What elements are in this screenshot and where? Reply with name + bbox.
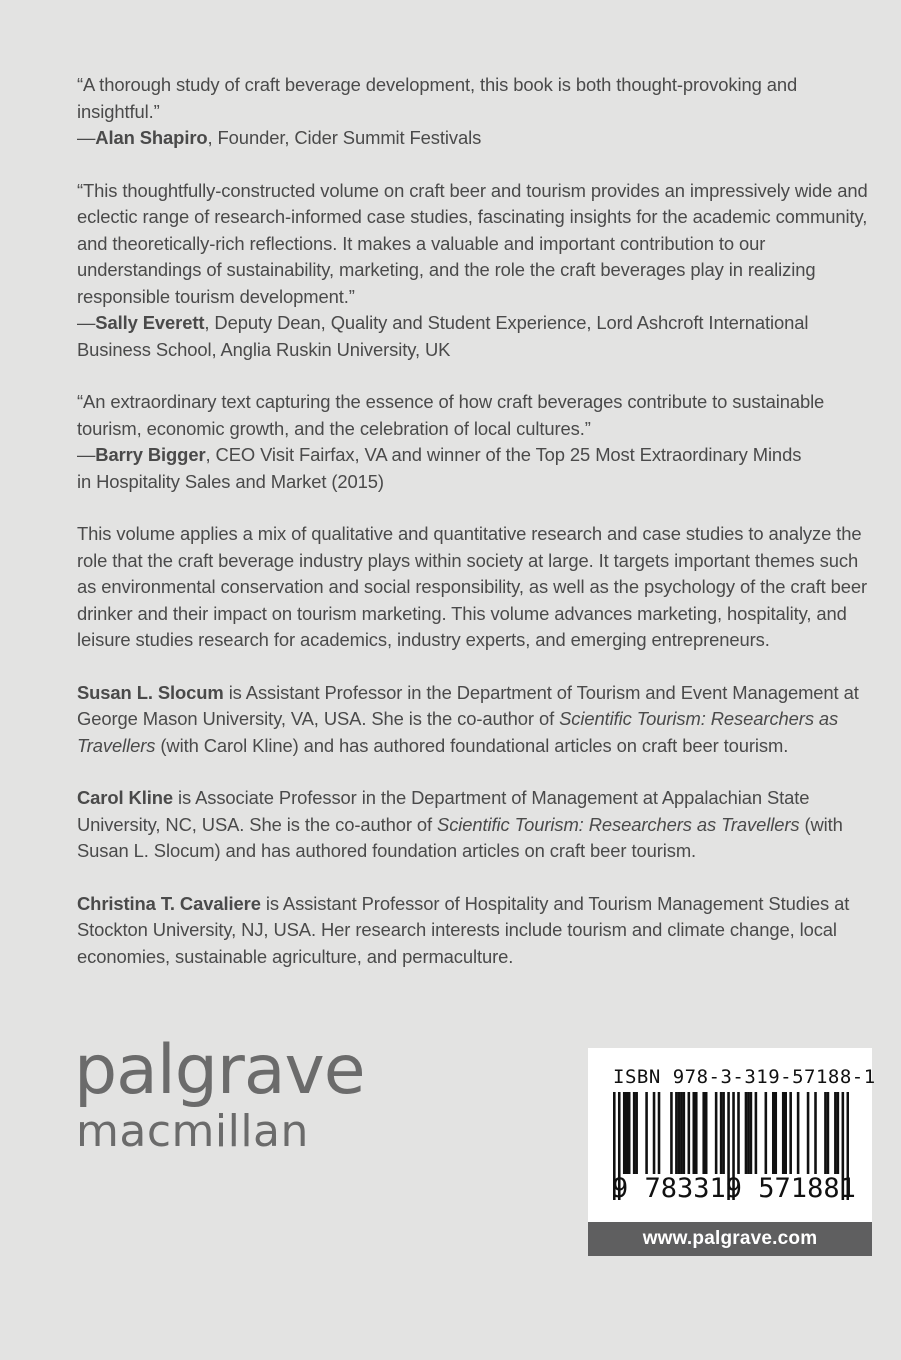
barcode-bar	[747, 1092, 750, 1174]
quote-block	[77, 178, 877, 364]
quote-block	[77, 72, 877, 152]
bio-book-title: Scientific Tourism: Researchers as Travellers	[437, 813, 800, 835]
quote-author: Sally Everett	[95, 312, 205, 333]
quote-author: Barry Bigger	[95, 444, 206, 465]
author-bio	[77, 785, 877, 865]
bio-part1: is Assistant Professor of Hospitality and Tourism Management Studies at Stockton University, NJ, USA. Her research interests include tourism and climate change, local economies, sustainable agriculture, and permaculture.	[77, 892, 850, 967]
bio-part2: (with Carol Kline) and has authored foundational articles on craft beer tourism.	[155, 734, 789, 756]
bio-name: Christina T. Cavaliere	[77, 892, 261, 914]
isbn-barcode	[588, 1048, 876, 1256]
barcode-bar	[658, 1092, 661, 1174]
bio-part2: (with Susan L. Slocum) and has authored foundation articles on craft beer tourism.	[77, 813, 843, 861]
barcode-bar	[814, 1092, 817, 1174]
quote-text: “An extraordinary text capturing the essence of how craft beverages contribute to sustainable tourism, economic growth, and the celebration of local cultures.”	[77, 391, 825, 439]
barcode-bar	[784, 1092, 787, 1174]
barcode-bar	[653, 1092, 656, 1174]
bio-part1: is Assistant Professor in the Department of Tourism and Event Management at George Mason University, VA, USA. She is the co-author of	[77, 681, 859, 729]
barcode-bar	[797, 1092, 800, 1174]
barcode-bar	[772, 1092, 775, 1174]
barcode-bar	[645, 1092, 648, 1174]
barcode-digits: 9 783319 571881	[612, 1173, 856, 1204]
barcode-bar	[688, 1092, 691, 1174]
barcode-bar	[745, 1092, 748, 1174]
barcode-bar	[628, 1092, 631, 1174]
barcode-bar	[678, 1092, 681, 1174]
publisher-logo-line2: macmillan	[76, 1106, 309, 1157]
barcode-bar	[824, 1092, 827, 1174]
barcode-bar	[702, 1092, 705, 1174]
barcode-bar	[807, 1092, 810, 1174]
barcode-bar	[675, 1092, 678, 1174]
quote-attribution: —Barry Bigger, CEO Visit Fairfax, VA and winner of the Top 25 Most Extraordinary Minds in Hospitality Sales and Market (2015)	[77, 444, 802, 492]
barcode-bar	[827, 1092, 830, 1174]
quote-text: “A thorough study of craft beverage development, this book is both thought-provoking and insightful.”	[77, 74, 798, 122]
quote-attribution: —Alan Shapiro, Founder, Cider Summit Festivals	[77, 127, 482, 148]
barcode-bar	[695, 1092, 698, 1174]
back-cover-text	[77, 72, 877, 996]
quote-block	[77, 389, 877, 495]
publisher-logo	[74, 1031, 365, 1158]
barcode-bar	[750, 1092, 753, 1174]
description-text: This volume applies a mix of qualitative and quantitative research and case studies to analyze the role that the craft beverage industry plays within society at large. It targets important themes such as environmental conservation and social responsibility, as well as the psychology of the craft beer drinker and their impact on tourism marketing. This volume advances marketing, hospitality, and leisure studies research for academics, industry experts, and emerging entrepreneurs.	[77, 523, 868, 650]
isbn-label: ISBN 978-3-319-57188-1	[613, 1066, 876, 1088]
barcode-bar	[633, 1092, 636, 1174]
barcode-bar	[670, 1092, 673, 1174]
barcode-bar	[782, 1092, 785, 1174]
barcode-bar	[683, 1092, 686, 1174]
barcode-bar	[705, 1092, 708, 1174]
barcode-bar	[755, 1092, 758, 1174]
bio-text	[77, 680, 877, 760]
bio-part1: is Associate Professor in the Department of Management at Appalachian State University, NC, USA. She is the co-author of	[77, 787, 810, 835]
quote-author: Alan Shapiro	[95, 127, 208, 148]
barcode-bar	[720, 1092, 723, 1174]
barcode-bar	[625, 1092, 628, 1174]
barcode-bar	[715, 1092, 718, 1174]
barcode-bar	[737, 1092, 740, 1174]
barcode-bar	[722, 1092, 725, 1174]
bio-book-title: Scientific Tourism: Researchers as Travellers	[77, 708, 839, 756]
quote-affiliation: , Deputy Dean, Quality and Student Experience, Lord Ashcroft International Business School, Anglia Ruskin University, UK	[77, 312, 809, 360]
publisher-logo-line1: palgrave	[74, 1031, 365, 1110]
barcode-bar	[635, 1092, 638, 1174]
barcode-bar	[692, 1092, 695, 1174]
barcode-bar	[834, 1092, 837, 1174]
quote-affiliation-cont: in Hospitality Sales and Market (2015)	[77, 470, 384, 492]
publisher-website: www.palgrave.com	[588, 1222, 872, 1256]
bio-text	[77, 785, 877, 865]
barcode-bar	[623, 1092, 626, 1174]
barcode-bar	[837, 1092, 840, 1174]
bio-name: Susan L. Slocum	[77, 681, 224, 703]
barcode-bar	[789, 1092, 792, 1174]
quote-text: “This thoughtfully-constructed volume on craft beer and tourism provides an impressively wide and eclectic range of research-informed case studies, fascinating insights for the academic community, and theoretically-rich reflections. It makes a valuable and important contribution to our understandings of sustainability, marketing, and the role the craft beverages play in realizing responsible tourism development.”	[77, 179, 868, 307]
quote-affiliation: , Founder, Cider Summit Festivals	[207, 127, 482, 148]
author-bio	[77, 891, 877, 971]
bio-text	[77, 891, 877, 971]
quote-affiliation: , CEO Visit Fairfax, VA and winner of the Top 25 Most Extraordinary Minds	[205, 444, 802, 465]
barcode-bar	[774, 1092, 777, 1174]
author-bio	[77, 680, 877, 760]
barcode-bar	[765, 1092, 768, 1174]
barcode-bar	[680, 1092, 683, 1174]
book-description	[77, 521, 877, 654]
bio-name: Carol Kline	[77, 787, 173, 808]
quote-attribution: —Sally Everett, Deputy Dean, Quality and Student Experience, Lord Ashcroft International Business School, Anglia Ruskin University, UK	[77, 312, 809, 360]
